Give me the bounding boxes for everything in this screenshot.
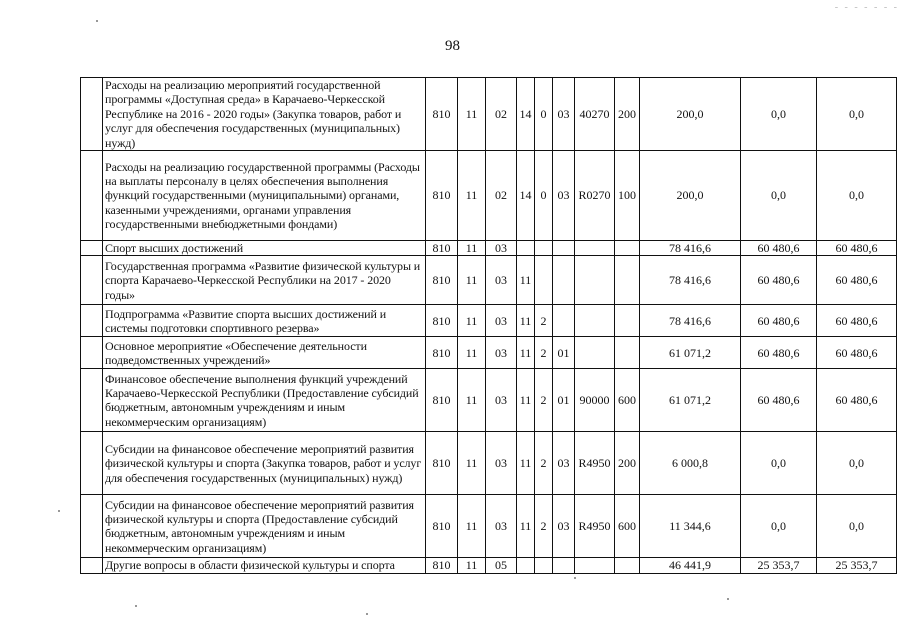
col-sum-3: 60 480,6 [817,256,897,305]
col-program: 11 [517,495,535,558]
col-program: 11 [517,337,535,369]
col-sum-3: 60 480,6 [817,241,897,256]
scan-edge-marks: - - - - - - - [834,2,899,13]
col-sum-3: 60 480,6 [817,369,897,432]
col-direction [575,241,615,256]
col-subprogram: 2 [535,432,553,495]
row-name: Подпрограмма «Развитие спорта высших достижений и системы подготовки спортивного резерва» [103,305,426,337]
row-name: Основное мероприятие «Обеспечение деятельности подведомственных учреждений» [103,337,426,369]
row-margin-cell [81,256,103,305]
col-sum-3: 0,0 [817,495,897,558]
row-name: Расходы на реализацию мероприятий государственной программы «Доступная среда» в Карачаево-Черкесской Республике на 2016 - 2020 годы» (Закупка товаров, работ и услуг для обеспечения государственных (муниципальных) нужд) [103,78,426,151]
col-ved: 810 [426,78,458,151]
col-subprogram [535,558,553,573]
col-ved: 810 [426,337,458,369]
col-sum-2: 0,0 [741,151,817,241]
col-event [553,305,575,337]
col-expense-type: 600 [615,369,640,432]
row-margin-cell [81,495,103,558]
col-sum-1: 78 416,6 [640,241,741,256]
col-direction [575,558,615,573]
col-rz: 11 [458,241,486,256]
scan-speck [727,598,729,600]
col-sum-3: 0,0 [817,432,897,495]
col-subprogram: 0 [535,151,553,241]
col-sum-2: 0,0 [741,432,817,495]
table-row [81,558,897,573]
col-event [553,558,575,573]
col-sum-3: 60 480,6 [817,337,897,369]
col-sum-3: 60 480,6 [817,305,897,337]
col-pr: 03 [486,305,517,337]
col-subprogram [535,241,553,256]
col-pr: 03 [486,432,517,495]
scan-speck [574,577,576,579]
row-margin-cell [81,432,103,495]
col-sum-2: 0,0 [741,78,817,151]
col-subprogram: 2 [535,369,553,432]
col-rz: 11 [458,432,486,495]
col-sum-2: 60 480,6 [741,369,817,432]
col-sum-1: 46 441,9 [640,558,741,573]
col-program: 11 [517,432,535,495]
col-ved: 810 [426,305,458,337]
col-pr: 03 [486,241,517,256]
col-sum-2: 60 480,6 [741,241,817,256]
col-expense-type [615,558,640,573]
col-pr: 03 [486,256,517,305]
col-event: 01 [553,337,575,369]
col-subprogram: 2 [535,305,553,337]
col-event: 03 [553,151,575,241]
col-ved: 810 [426,151,458,241]
scan-speck [366,613,368,615]
col-direction: R4950 [575,495,615,558]
col-event: 03 [553,432,575,495]
col-pr: 02 [486,151,517,241]
col-sum-1: 11 344,6 [640,495,741,558]
col-program: 11 [517,256,535,305]
col-expense-type [615,305,640,337]
col-program: 14 [517,78,535,151]
col-subprogram: 2 [535,495,553,558]
col-event [553,256,575,305]
col-event [553,241,575,256]
row-name: Финансовое обеспечение выполнения функций учреждений Карачаево-Черкесской Республики (Предоставление субсидий бюджетным, автономным учреждениям и иным некоммерческим организациям) [103,369,426,432]
col-expense-type: 200 [615,78,640,151]
col-expense-type: 600 [615,495,640,558]
row-margin-cell [81,305,103,337]
col-sum-1: 200,0 [640,151,741,241]
col-rz: 11 [458,337,486,369]
col-rz: 11 [458,78,486,151]
col-sum-1: 200,0 [640,78,741,151]
col-program [517,558,535,573]
col-expense-type [615,337,640,369]
scan-speck [135,605,137,607]
col-expense-type [615,256,640,305]
row-margin-cell [81,241,103,256]
col-expense-type: 200 [615,432,640,495]
col-sum-2: 60 480,6 [741,305,817,337]
col-direction: 40270 [575,78,615,151]
page-number: 98 [445,38,460,54]
col-ved: 810 [426,558,458,573]
col-direction [575,256,615,305]
col-direction [575,337,615,369]
col-subprogram: 0 [535,78,553,151]
col-sum-2: 25 353,7 [741,558,817,573]
col-ved: 810 [426,369,458,432]
col-subprogram: 2 [535,337,553,369]
row-name: Субсидии на финансовое обеспечение мероприятий развития физической культуры и спорта (Закупка товаров, работ и услуг для обеспечения государственных (муниципальных) нужд) [103,432,426,495]
col-program [517,241,535,256]
col-direction: 90000 [575,369,615,432]
col-rz: 11 [458,558,486,573]
row-name: Государственная программа «Развитие физической культуры и спорта Карачаево-Черкесской Республики на 2017 - 2020 годы» [103,256,426,305]
row-name: Другие вопросы в области физической культуры и спорта [103,558,426,573]
col-sum-2: 60 480,6 [741,256,817,305]
col-pr: 03 [486,369,517,432]
table-row [81,337,897,369]
table-row [81,241,897,256]
col-rz: 11 [458,369,486,432]
col-pr: 05 [486,558,517,573]
col-direction: R4950 [575,432,615,495]
col-sum-1: 61 071,2 [640,337,741,369]
col-sum-2: 0,0 [741,495,817,558]
table-row [81,78,897,151]
col-sum-1: 6 000,8 [640,432,741,495]
col-program: 14 [517,151,535,241]
col-direction [575,305,615,337]
col-program: 11 [517,369,535,432]
scan-speck [58,510,60,512]
col-expense-type: 100 [615,151,640,241]
row-name: Субсидии на финансовое обеспечение мероприятий развития физической культуры и спорта (Предоставление субсидий бюджетным, автономным учреждениям и иным некоммерческим организациям) [103,495,426,558]
col-ved: 810 [426,256,458,305]
row-margin-cell [81,337,103,369]
row-name: Расходы на реализацию государственной программы (Расходы на выплаты персоналу в целях обеспечения выполнения функций государственными (муниципальными) органами, казенными учреждениями, органами управления государственными внебюджетными фондами) [103,151,426,241]
scan-speck [96,20,98,22]
row-margin-cell [81,151,103,241]
col-program: 11 [517,305,535,337]
col-sum-3: 25 353,7 [817,558,897,573]
table-row [81,151,897,241]
table-row [81,369,897,432]
col-sum-3: 0,0 [817,78,897,151]
col-rz: 11 [458,256,486,305]
col-sum-2: 60 480,6 [741,337,817,369]
col-sum-1: 61 071,2 [640,369,741,432]
col-ved: 810 [426,241,458,256]
col-ved: 810 [426,495,458,558]
table-row [81,432,897,495]
col-direction: R0270 [575,151,615,241]
col-rz: 11 [458,495,486,558]
table-row [81,256,897,305]
col-expense-type [615,241,640,256]
col-pr: 03 [486,337,517,369]
col-ved: 810 [426,432,458,495]
col-sum-1: 78 416,6 [640,256,741,305]
row-margin-cell [81,369,103,432]
table-row [81,305,897,337]
row-margin-cell [81,558,103,573]
col-event: 01 [553,369,575,432]
row-margin-cell [81,78,103,151]
col-rz: 11 [458,305,486,337]
col-rz: 11 [458,151,486,241]
col-subprogram [535,256,553,305]
col-event: 03 [553,78,575,151]
row-name: Спорт высших достижений [103,241,426,256]
col-sum-1: 78 416,6 [640,305,741,337]
budget-table [80,77,897,574]
col-pr: 03 [486,495,517,558]
table-row [81,495,897,558]
col-pr: 02 [486,78,517,151]
col-sum-3: 0,0 [817,151,897,241]
col-event: 03 [553,495,575,558]
